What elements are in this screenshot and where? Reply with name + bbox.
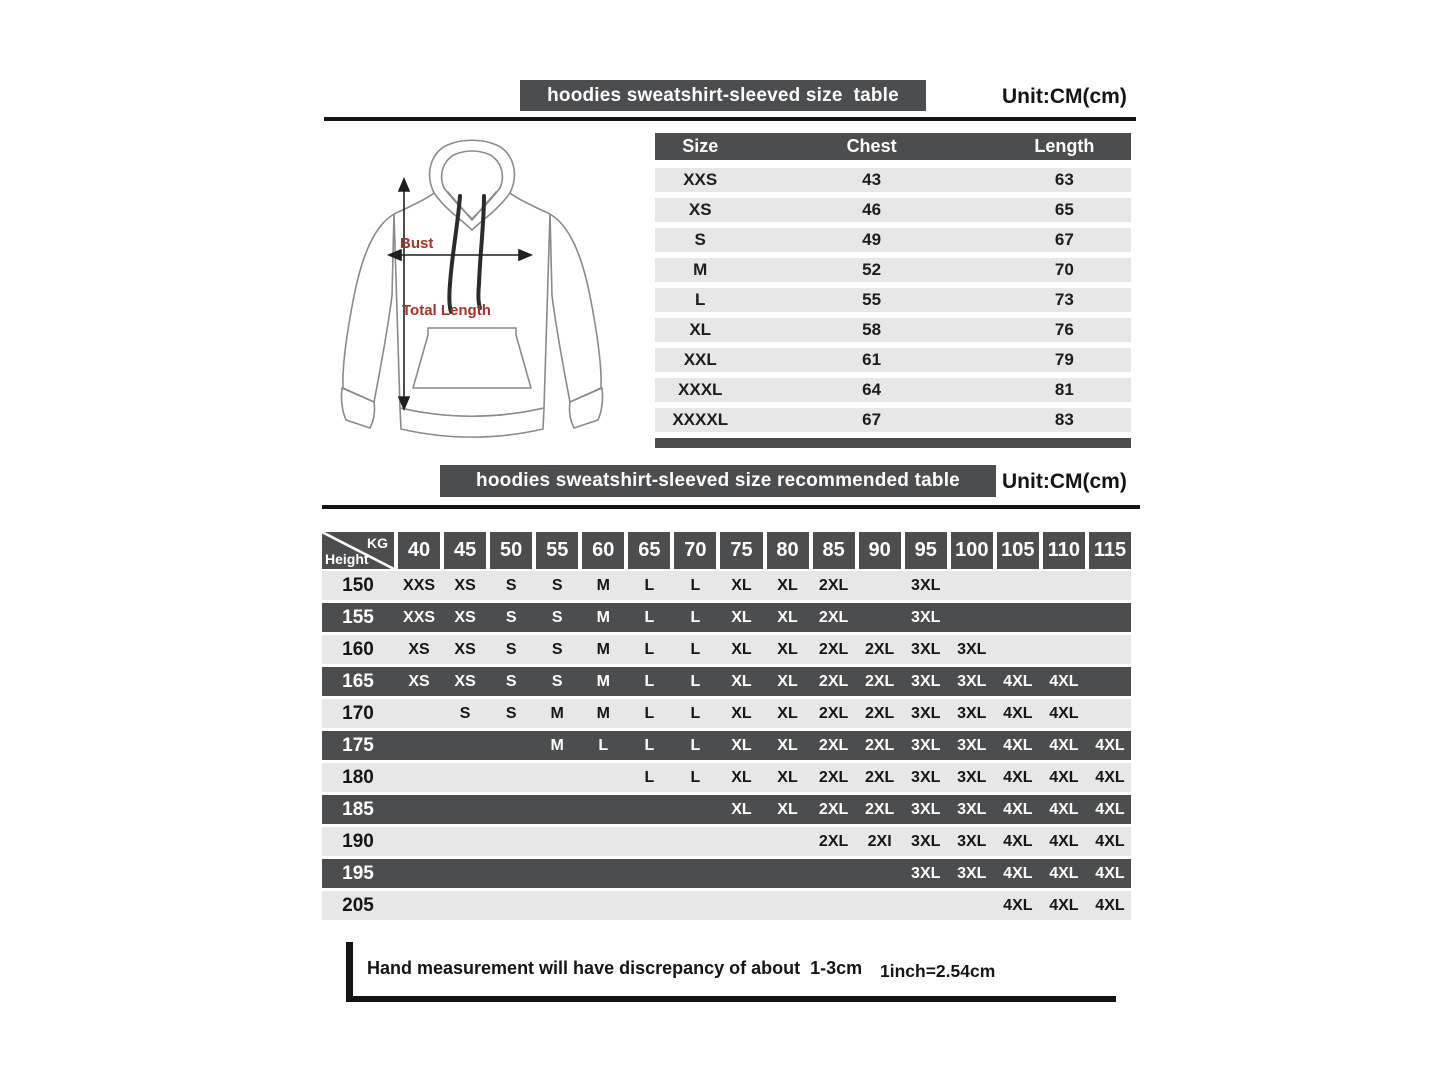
- arrowhead-up: [399, 179, 409, 191]
- size-recommendation-cell: L: [644, 640, 655, 658]
- size-recommendation-cell: 4XL: [1003, 768, 1033, 786]
- size-table-row: [655, 378, 1131, 402]
- size-recommendation-cell: 2XL: [818, 704, 849, 722]
- weight-header-cell: 65: [628, 532, 670, 569]
- weight-header-cell: 50: [490, 532, 532, 569]
- weight-header-cell: 60: [582, 532, 624, 569]
- size-table-row: [655, 198, 1131, 222]
- kg-height-corner-cell: [322, 532, 394, 569]
- weight-header-cell: 70: [674, 532, 716, 569]
- size-recommendation-cell: L: [690, 672, 701, 690]
- size-recommendation-cell: XL: [777, 736, 798, 754]
- size-table-row: [655, 288, 1131, 312]
- size-recommendation-cell: 3XL: [957, 704, 987, 722]
- size-recommendation-cell: XS: [408, 672, 430, 690]
- size-recommendation-cell: 4XL: [1095, 768, 1125, 786]
- size-recommendation-cell: XL: [777, 704, 798, 722]
- length-cell: 83: [1054, 410, 1074, 429]
- recommended-row: [322, 635, 1131, 664]
- size-recommendation-cell: 2XL: [864, 736, 895, 754]
- size-recommendation-cell: XS: [454, 672, 476, 690]
- size-recommendation-cell: M: [596, 672, 610, 690]
- size-recommendation-cell: 3XL: [957, 640, 987, 658]
- size-recommendation-cell: 4XL: [1003, 800, 1033, 818]
- size-recommendation-cell: L: [690, 608, 701, 626]
- length-cell: 70: [1054, 260, 1074, 279]
- size-recommendation-cell: XS: [454, 576, 476, 594]
- size-recommendation-cell: M: [596, 608, 610, 626]
- hoodie-right-sleeve: [550, 214, 601, 402]
- weight-header-cell: 85: [813, 532, 855, 569]
- hoodie-measurement-diagram: [330, 136, 614, 458]
- chest-cell: 55: [862, 290, 882, 309]
- height-label: 165: [342, 670, 374, 692]
- size-cell: XS: [688, 200, 712, 219]
- size-recommendation-cell: L: [690, 576, 701, 594]
- size-recommendation-cell: XL: [731, 768, 752, 786]
- kg-label: KG: [367, 535, 388, 551]
- size-recommendation-cell: XL: [777, 768, 798, 786]
- weight-header-cell: 45: [444, 532, 486, 569]
- size-recommendation-cell: 2XL: [818, 576, 849, 594]
- height-label: 180: [342, 766, 374, 788]
- recommended-row: [322, 731, 1131, 760]
- weight-header-cell: 100: [951, 532, 993, 569]
- size-recommendation-cell: 2XL: [818, 736, 849, 754]
- size-recommendation-cell: XL: [777, 800, 798, 818]
- size-recommendation-cell: 4XL: [1003, 672, 1033, 690]
- weight-header-cell: 95: [905, 532, 947, 569]
- size-recommendation-cell: 3XL: [957, 800, 987, 818]
- size-recommendation-cell: XL: [777, 576, 798, 594]
- size-recommendation-cell: 3XL: [957, 864, 987, 882]
- size-recommendation-cell: 4XL: [1049, 768, 1079, 786]
- size-recommendation-cell: L: [644, 672, 655, 690]
- size-recommendation-cell: S: [505, 608, 517, 626]
- chest-cell: 43: [862, 170, 882, 189]
- size-recommendation-cell: S: [551, 640, 563, 658]
- column-header-size: Size: [682, 136, 719, 156]
- recommended-table-title-bar: [440, 465, 996, 497]
- height-label: 160: [342, 638, 374, 660]
- size-recommendation-cell: XS: [454, 640, 476, 658]
- size-recommendation-cell: 2XI: [867, 832, 892, 850]
- size-cell: XXXXL: [672, 410, 729, 429]
- length-cell: 73: [1054, 290, 1074, 309]
- height-label: 205: [342, 894, 374, 916]
- size-recommendation-cell: XXS: [403, 576, 436, 594]
- recommended-row: [322, 795, 1131, 824]
- size-recommendation-cell: XXS: [403, 608, 436, 626]
- size-recommendation-cell: S: [551, 672, 563, 690]
- length-cell: 65: [1054, 200, 1074, 219]
- size-recommendation-cell: M: [550, 704, 564, 722]
- column-header-length: Length: [1034, 136, 1095, 156]
- size-recommendation-cell: 2XL: [864, 768, 895, 786]
- chest-cell: 61: [862, 350, 882, 369]
- recommended-row: [322, 699, 1131, 728]
- weight-header-cell: 40: [398, 532, 440, 569]
- size-table-row: [655, 258, 1131, 282]
- size-cell: XXS: [683, 170, 718, 189]
- size-recommendation-cell: 3XL: [911, 800, 941, 818]
- height-label: 190: [342, 830, 374, 852]
- size-recommendation-cell: 2XL: [864, 640, 895, 658]
- weight-header-cell: 55: [536, 532, 578, 569]
- size-recommendation-cell: L: [644, 768, 655, 786]
- size-recommendation-cell: XL: [731, 704, 752, 722]
- total-length-label: Total Length: [402, 302, 491, 319]
- size-recommendation-cell: XL: [731, 608, 752, 626]
- chest-cell: 67: [862, 410, 882, 429]
- size-recommendation-cell: 3XL: [911, 608, 941, 626]
- size-recommendation-cell: L: [644, 704, 655, 722]
- size-recommendation-cell: 4XL: [1049, 704, 1079, 722]
- size-recommendation-cell: 2XL: [864, 800, 895, 818]
- size-recommendation-cell: S: [505, 672, 517, 690]
- size-recommendation-cell: 2XL: [818, 768, 849, 786]
- size-table-row: [655, 228, 1131, 252]
- size-recommendation-cell: 3XL: [911, 736, 941, 754]
- size-recommendation-cell: L: [644, 736, 655, 754]
- size-recommendation-cell: M: [596, 640, 610, 658]
- length-cell: 63: [1054, 170, 1074, 189]
- size-cell: XXXL: [678, 380, 723, 399]
- size-recommendation-cell: 3XL: [957, 736, 987, 754]
- size-recommendation-cell: XL: [731, 576, 752, 594]
- size-recommendation-cell: 4XL: [1095, 736, 1125, 754]
- recommended-row: [322, 827, 1131, 856]
- size-recommendation-cell: 3XL: [911, 864, 941, 882]
- weight-header-cell: 75: [720, 532, 762, 569]
- length-cell: 81: [1054, 380, 1074, 399]
- weight-header-cell: 90: [859, 532, 901, 569]
- weight-header-cell: 110: [1043, 532, 1085, 569]
- size-recommendation-cell: XL: [731, 672, 752, 690]
- height-label: 175: [342, 734, 374, 756]
- size-recommendation-cell: XL: [731, 640, 752, 658]
- size-cell: XL: [689, 320, 712, 339]
- size-recommendation-cell: L: [598, 736, 609, 754]
- size-recommendation-cell: 4XL: [1049, 672, 1079, 690]
- size-recommendation-cell: 4XL: [1095, 896, 1125, 914]
- weight-header-cell: 115: [1089, 532, 1131, 569]
- recommended-row: [322, 891, 1131, 920]
- size-recommendation-cell: 4XL: [1049, 736, 1079, 754]
- unit-label-1: Unit:CM(cm): [1002, 85, 1127, 108]
- size-table-title: hoodies sweatshirt-sleeved size table: [547, 84, 899, 106]
- size-recommendation-cell: 4XL: [1095, 800, 1125, 818]
- height-label: 185: [342, 798, 374, 820]
- size-recommendation-cell: 4XL: [1003, 832, 1033, 850]
- chest-cell: 46: [862, 200, 882, 219]
- weight-header-cell: 80: [767, 532, 809, 569]
- size-recommendation-cell: M: [596, 704, 610, 722]
- chest-cell: 58: [862, 320, 882, 339]
- size-recommendation-cell: 3XL: [957, 832, 987, 850]
- divider-2: [322, 505, 1140, 509]
- size-recommendation-cell: 2XL: [818, 672, 849, 690]
- size-recommendation-cell: L: [644, 576, 655, 594]
- size-recommendation-cell: S: [551, 576, 563, 594]
- chest-cell: 52: [862, 260, 882, 279]
- size-recommendation-cell: 3XL: [911, 704, 941, 722]
- size-recommendation-cell: XL: [731, 736, 752, 754]
- recommended-size-table: [322, 532, 1131, 923]
- size-recommendation-cell: 4XL: [1049, 800, 1079, 818]
- recommended-row: [322, 571, 1131, 600]
- weight-header-cell: 105: [997, 532, 1039, 569]
- size-recommendation-cell: XL: [777, 608, 798, 626]
- height-label-corner: Height: [325, 551, 369, 567]
- chest-cell: 64: [862, 380, 882, 399]
- height-label: 150: [342, 574, 374, 596]
- measurement-note: Hand measurement will have discrepancy of about 1-3cm: [367, 958, 863, 978]
- size-recommendation-cell: S: [505, 576, 517, 594]
- size-table-row: [655, 408, 1131, 432]
- size-recommendation-cell: 4XL: [1003, 864, 1033, 882]
- size-recommendation-cell: M: [596, 576, 610, 594]
- size-recommendation-cell: 3XL: [911, 672, 941, 690]
- size-recommendation-cell: 3XL: [911, 576, 941, 594]
- size-recommendation-cell: 2XL: [818, 832, 849, 850]
- size-recommendation-cell: M: [550, 736, 564, 754]
- size-recommendation-cell: S: [505, 640, 517, 658]
- chest-cell: 49: [862, 230, 882, 249]
- size-recommendation-cell: 3XL: [911, 832, 941, 850]
- hoodie-pocket: [413, 328, 531, 388]
- recommended-table-title: hoodies sweatshirt-sleeved size recommended table: [476, 470, 960, 491]
- size-cell: M: [693, 260, 708, 279]
- height-label: 155: [342, 606, 374, 628]
- size-recommendation-cell: 4XL: [1095, 864, 1125, 882]
- size-table-header: [655, 133, 1131, 160]
- size-recommendation-cell: 2XL: [864, 704, 895, 722]
- length-cell: 67: [1054, 230, 1074, 249]
- size-cell: S: [694, 230, 706, 249]
- recommended-row: [322, 859, 1131, 888]
- size-recommendation-cell: XS: [454, 608, 476, 626]
- size-cell: L: [695, 290, 706, 309]
- inch-conversion-note: 1inch=2.54cm: [880, 961, 996, 981]
- length-cell: 79: [1054, 350, 1074, 369]
- size-recommendation-cell: 2XL: [818, 800, 849, 818]
- height-label: 195: [342, 862, 374, 884]
- size-recommendation-cell: S: [505, 704, 517, 722]
- footer-left-bar: [346, 942, 353, 1002]
- size-table-title-bar: [520, 80, 926, 111]
- size-recommendation-cell: 4XL: [1049, 864, 1079, 882]
- size-recommendation-cell: XL: [777, 672, 798, 690]
- size-recommendation-cell: XL: [777, 640, 798, 658]
- size-recommendation-cell: 3XL: [911, 768, 941, 786]
- recommended-table-header: [322, 532, 1131, 569]
- size-recommendation-cell: S: [551, 608, 563, 626]
- size-table-row: [655, 318, 1131, 342]
- size-recommendation-cell: 4XL: [1003, 736, 1033, 754]
- size-recommendation-cell: 4XL: [1003, 704, 1033, 722]
- recommended-row: [322, 667, 1131, 696]
- size-recommendation-cell: XL: [731, 800, 752, 818]
- size-recommendation-cell: L: [644, 608, 655, 626]
- size-recommendation-cell: 2XL: [818, 608, 849, 626]
- size-table: [655, 133, 1131, 448]
- size-recommendation-cell: 3XL: [957, 768, 987, 786]
- bust-label: Bust: [400, 235, 434, 252]
- size-recommendation-cell: 3XL: [911, 640, 941, 658]
- hoodie-left-sleeve: [343, 214, 394, 402]
- size-recommendation-cell: 4XL: [1049, 832, 1079, 850]
- size-recommendation-cell: L: [690, 736, 701, 754]
- size-recommendation-cell: L: [690, 704, 701, 722]
- recommended-row: [322, 603, 1131, 632]
- size-recommendation-cell: L: [690, 768, 701, 786]
- size-table-bottom-bar: [655, 438, 1131, 448]
- column-header-chest: Chest: [846, 136, 897, 156]
- footer-bottom-bar: [346, 996, 1116, 1002]
- size-table-row: [655, 168, 1131, 192]
- size-recommendation-cell: XS: [408, 640, 430, 658]
- unit-label-2: Unit:CM(cm): [1002, 470, 1127, 493]
- divider-1: [324, 117, 1136, 121]
- size-table-row: [655, 348, 1131, 372]
- size-recommendation-cell: L: [690, 640, 701, 658]
- size-recommendation-cell: 4XL: [1095, 832, 1125, 850]
- size-recommendation-cell: 2XL: [818, 640, 849, 658]
- recommended-row: [322, 763, 1131, 792]
- size-recommendation-cell: S: [459, 704, 471, 722]
- height-label: 170: [342, 702, 374, 724]
- size-cell: XXL: [683, 350, 717, 369]
- length-cell: 76: [1054, 320, 1074, 339]
- size-recommendation-cell: 3XL: [957, 672, 987, 690]
- size-recommendation-cell: 4XL: [1049, 896, 1079, 914]
- size-recommendation-cell: 4XL: [1003, 896, 1033, 914]
- size-recommendation-cell: 2XL: [864, 672, 895, 690]
